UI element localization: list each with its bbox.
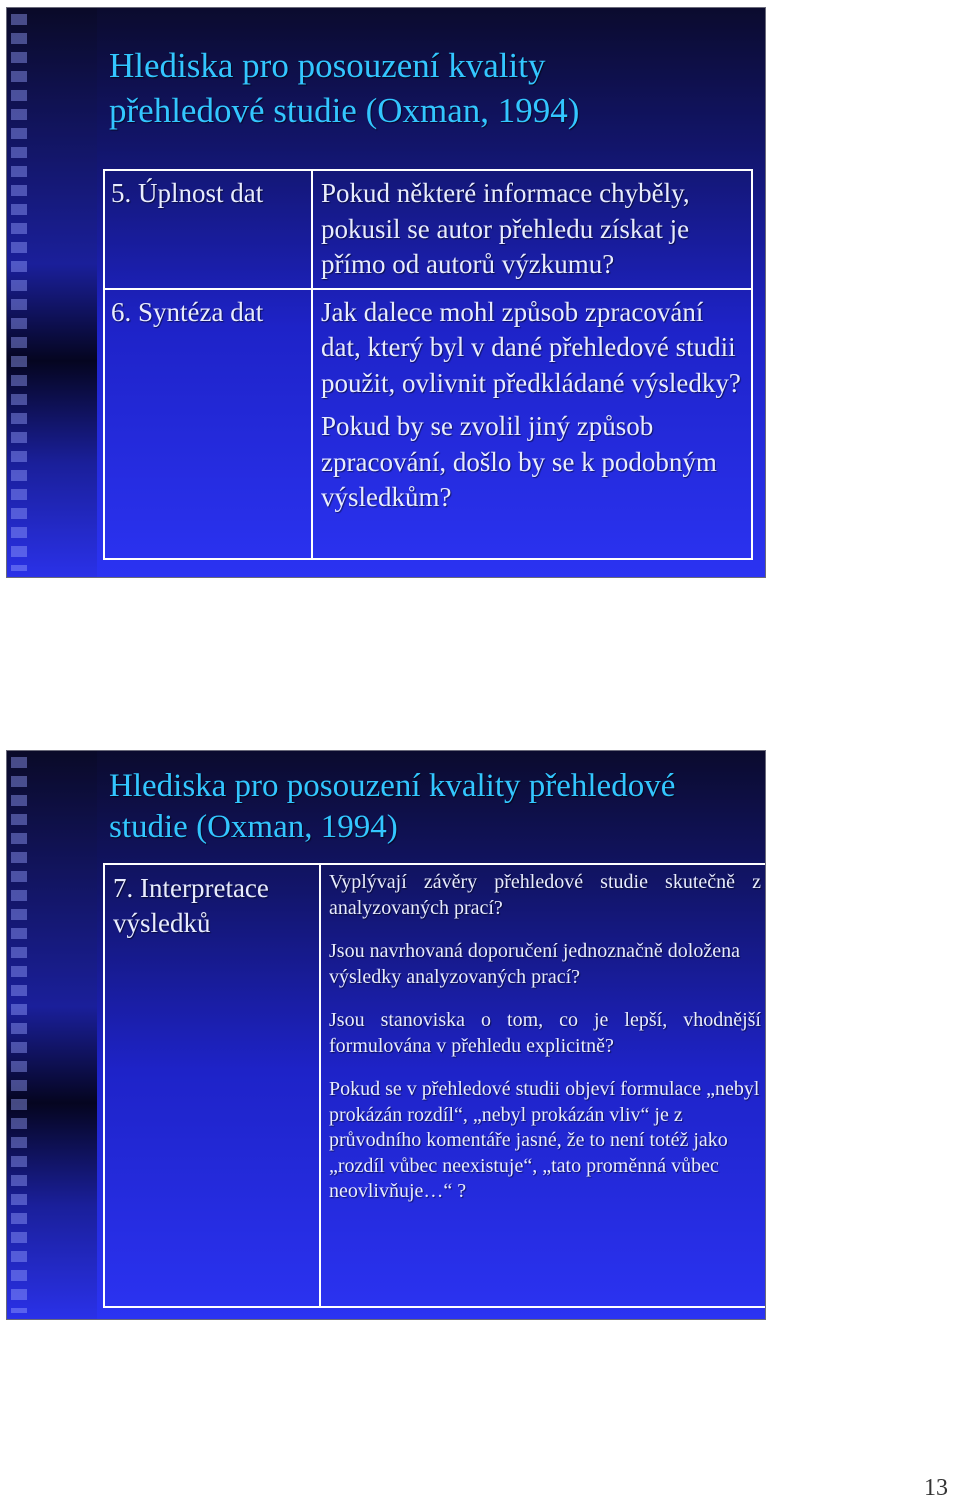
criterion-text: Jak dalece mohl způsob zpracování dat, který byl v dané přehledové studii použit, ovlivnit předkládané výsledky?: [321, 296, 741, 398]
slide-title-line-2: studie (Oxman, 1994): [109, 809, 398, 845]
criterion-label: [104, 864, 320, 1307]
slide-title-line-1: Hlediska pro posouzení kvality přehledové: [109, 768, 676, 804]
decorative-squares: [11, 14, 27, 571]
criterion-text: Jsou navrhovaná doporučení jednoznačně doložena výsledky analyzovaných prací?: [329, 940, 740, 988]
criterion-text: Pokud by se zvolil jiný způsob zpracování, došlo by se k podobným výsledkům?: [321, 411, 717, 512]
table-row: [104, 864, 766, 1307]
page-number: 13: [924, 1475, 948, 1501]
criterion-text: Pokud se v přehledové studii objeví formulace „nebyl prokázán rozdíl“, „nebyl prokázán vliv“ je z průvodního komentáře jasné, že to není totéž jako „rozdíl vůbec neexistuje“, „tato proměnná vůbec neovlivňuje…“ ?: [329, 1078, 760, 1202]
table-row: [104, 170, 752, 289]
slide-title-line-2: přehledové studie (Oxman, 1994): [109, 91, 580, 130]
table-row: [104, 289, 752, 559]
criterion-question: [312, 170, 752, 289]
slide-2: [6, 750, 766, 1320]
decorative-squares: [11, 757, 27, 1313]
criterion-text: Vyplývají závěry přehledové studie skutečně z analyzovaných prací?: [329, 871, 761, 919]
criteria-table: [103, 169, 753, 560]
criterion-label-line-1: 7. Interpretace: [113, 873, 269, 903]
criterion-label-line-2: výsledků: [113, 908, 211, 938]
criterion-questions: [320, 864, 766, 1307]
slide-1: [6, 7, 766, 578]
criterion-text: Jsou stanoviska o tom, co je lepší, vhodnější formulována v přehledu explicitně?: [329, 1009, 761, 1057]
criteria-table: [103, 863, 766, 1308]
slide-title-line-1: Hlediska pro posouzení kvality: [109, 46, 546, 85]
criterion-label: 5. Úplnost dat: [104, 170, 312, 289]
slide-title: [109, 43, 729, 133]
slide-title: [109, 766, 749, 848]
criterion-text: Pokud některé informace chyběly, pokusil se autor přehledu získat je přímo od autorů výzkumu?: [321, 178, 690, 279]
criterion-label: 6. Syntéza dat: [104, 289, 312, 559]
decorative-side-strip: [7, 751, 97, 1319]
criterion-question: [312, 289, 752, 559]
decorative-side-strip: [7, 8, 97, 577]
